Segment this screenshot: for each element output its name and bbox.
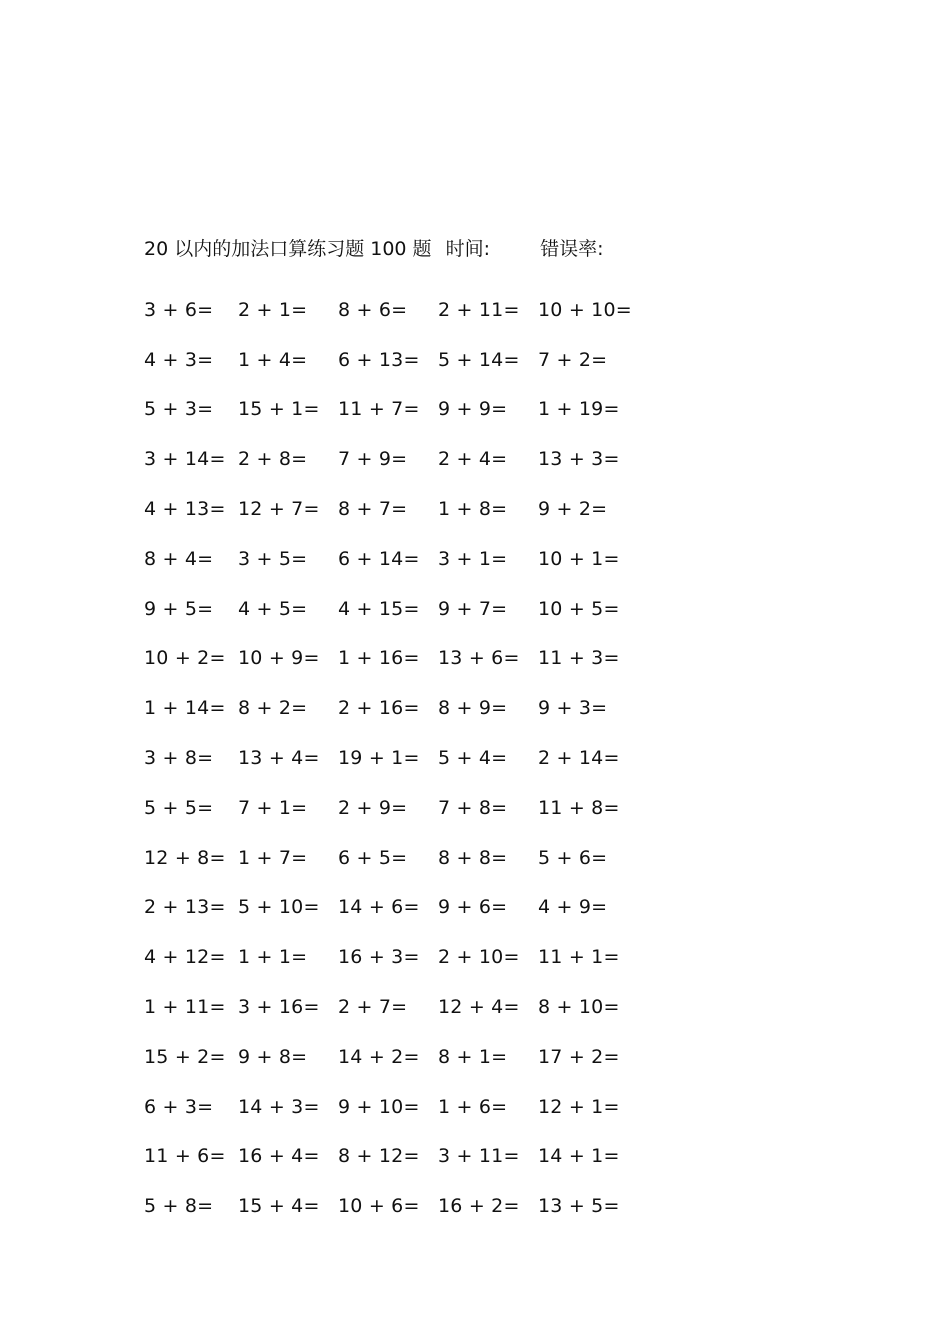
problem-row: [144, 783, 644, 833]
problem-cell: 3 + 6=: [144, 298, 214, 321]
problem-cell: 10 + 6=: [338, 1195, 420, 1218]
problem-cell: 2 + 8=: [238, 448, 308, 471]
problem-cell: 7 + 2=: [538, 348, 608, 371]
problem-cell: 1 + 19=: [538, 398, 620, 421]
problem-cell: 5 + 10=: [238, 896, 320, 919]
problem-cell: 10 + 10=: [538, 298, 632, 321]
problem-cell: 8 + 10=: [538, 996, 620, 1019]
problem-cell: 8 + 1=: [438, 1045, 508, 1068]
problem-cell: 1 + 8=: [438, 498, 508, 521]
problem-cell: 16 + 2=: [438, 1195, 520, 1218]
problem-cell: 11 + 6=: [144, 1145, 226, 1168]
problem-row: [144, 932, 644, 982]
problem-cell: 16 + 3=: [338, 946, 420, 969]
problem-cell: 14 + 6=: [338, 896, 420, 919]
problem-row: [144, 285, 644, 335]
problem-cell: 8 + 2=: [238, 697, 308, 720]
problem-cell: 5 + 6=: [538, 846, 608, 869]
problem-row: [144, 733, 644, 783]
problem-cell: 11 + 7=: [338, 398, 420, 421]
problem-cell: 5 + 3=: [144, 398, 214, 421]
problem-cell: 5 + 5=: [144, 796, 214, 819]
problem-cell: 13 + 6=: [438, 647, 520, 670]
problem-cell: 3 + 1=: [438, 547, 508, 570]
problem-cell: 2 + 16=: [338, 697, 420, 720]
problem-cell: 7 + 1=: [238, 796, 308, 819]
problem-cell: 9 + 6=: [438, 896, 508, 919]
problem-row: [144, 1082, 644, 1132]
problem-row: [144, 1181, 644, 1231]
problem-cell: 2 + 4=: [438, 448, 508, 471]
problem-cell: 10 + 2=: [144, 647, 226, 670]
problem-cell: 9 + 7=: [438, 597, 508, 620]
problem-cell: 6 + 5=: [338, 846, 408, 869]
problem-cell: 3 + 8=: [144, 747, 214, 770]
problem-cell: 7 + 9=: [338, 448, 408, 471]
problem-cell: 2 + 1=: [238, 298, 308, 321]
problem-cell: 19 + 1=: [338, 747, 420, 770]
problem-cell: 1 + 14=: [144, 697, 226, 720]
problem-cell: 1 + 7=: [238, 846, 308, 869]
problem-cell: 13 + 3=: [538, 448, 620, 471]
problem-cell: 8 + 8=: [438, 846, 508, 869]
problem-cell: 4 + 13=: [144, 498, 226, 521]
problem-cell: 4 + 3=: [144, 348, 214, 371]
problem-cell: 16 + 4=: [238, 1145, 320, 1168]
problem-row: [144, 534, 644, 584]
problem-row: [144, 883, 644, 933]
problem-cell: 13 + 5=: [538, 1195, 620, 1218]
problem-cell: 2 + 14=: [538, 747, 620, 770]
problem-cell: 7 + 8=: [438, 796, 508, 819]
worksheet-header: [144, 236, 603, 262]
worksheet-title: 20 以内的加法口算练习题 100 题: [144, 238, 432, 260]
problem-cell: 14 + 2=: [338, 1045, 420, 1068]
problem-cell: 9 + 8=: [238, 1045, 308, 1068]
problem-cell: 2 + 7=: [338, 996, 408, 1019]
problem-cell: 8 + 12=: [338, 1145, 420, 1168]
problem-cell: 2 + 10=: [438, 946, 520, 969]
problem-cell: 9 + 10=: [338, 1095, 420, 1118]
problem-cell: 13 + 4=: [238, 747, 320, 770]
problem-row: [144, 434, 644, 484]
problem-cell: 3 + 5=: [238, 547, 308, 570]
problem-cell: 1 + 1=: [238, 946, 308, 969]
problem-cell: 2 + 11=: [438, 298, 520, 321]
problem-cell: 15 + 1=: [238, 398, 320, 421]
problem-row: [144, 335, 644, 385]
problem-cell: 17 + 2=: [538, 1045, 620, 1068]
problem-row: [144, 484, 644, 534]
problem-cell: 10 + 1=: [538, 547, 620, 570]
problem-cell: 15 + 4=: [238, 1195, 320, 1218]
problem-cell: 6 + 3=: [144, 1095, 214, 1118]
problem-cell: 10 + 5=: [538, 597, 620, 620]
problem-cell: 3 + 11=: [438, 1145, 520, 1168]
problem-cell: 1 + 11=: [144, 996, 226, 1019]
problem-cell: 6 + 13=: [338, 348, 420, 371]
problem-row: [144, 584, 644, 634]
problem-row: [144, 385, 644, 435]
error-rate-label: 错误率:: [540, 238, 604, 260]
problem-row: [144, 634, 644, 684]
problem-cell: 8 + 7=: [338, 498, 408, 521]
time-label: 时间:: [445, 238, 491, 260]
problem-cell: 6 + 14=: [338, 547, 420, 570]
problem-cell: 8 + 4=: [144, 547, 214, 570]
problem-cell: 14 + 1=: [538, 1145, 620, 1168]
problem-cell: 1 + 16=: [338, 647, 420, 670]
problem-cell: 3 + 16=: [238, 996, 320, 1019]
problem-cell: 15 + 2=: [144, 1045, 226, 1068]
problem-cell: 9 + 5=: [144, 597, 214, 620]
problem-cell: 5 + 4=: [438, 747, 508, 770]
problem-cell: 9 + 2=: [538, 498, 608, 521]
problem-cell: 3 + 14=: [144, 448, 226, 471]
problem-cell: 12 + 7=: [238, 498, 320, 521]
problem-row: [144, 683, 644, 733]
problem-cell: 12 + 8=: [144, 846, 226, 869]
problem-cell: 9 + 9=: [438, 398, 508, 421]
problem-cell: 8 + 9=: [438, 697, 508, 720]
problem-row: [144, 982, 644, 1032]
problem-cell: 1 + 6=: [438, 1095, 508, 1118]
problem-cell: 5 + 14=: [438, 348, 520, 371]
problem-cell: 4 + 9=: [538, 896, 608, 919]
problem-cell: 14 + 3=: [238, 1095, 320, 1118]
problem-cell: 4 + 5=: [238, 597, 308, 620]
problem-cell: 12 + 4=: [438, 996, 520, 1019]
problem-cell: 1 + 4=: [238, 348, 308, 371]
problem-cell: 2 + 9=: [338, 796, 408, 819]
problem-cell: 11 + 1=: [538, 946, 620, 969]
problem-row: [144, 833, 644, 883]
problem-cell: 4 + 15=: [338, 597, 420, 620]
problem-cell: 5 + 8=: [144, 1195, 214, 1218]
problem-cell: 11 + 3=: [538, 647, 620, 670]
problem-cell: 12 + 1=: [538, 1095, 620, 1118]
problem-cell: 11 + 8=: [538, 796, 620, 819]
problem-row: [144, 1032, 644, 1082]
problem-row: [144, 1132, 644, 1182]
problem-cell: 9 + 3=: [538, 697, 608, 720]
problem-cell: 8 + 6=: [338, 298, 408, 321]
problem-cell: 2 + 13=: [144, 896, 226, 919]
problem-cell: 10 + 9=: [238, 647, 320, 670]
problem-grid: [144, 285, 644, 1231]
problem-cell: 4 + 12=: [144, 946, 226, 969]
